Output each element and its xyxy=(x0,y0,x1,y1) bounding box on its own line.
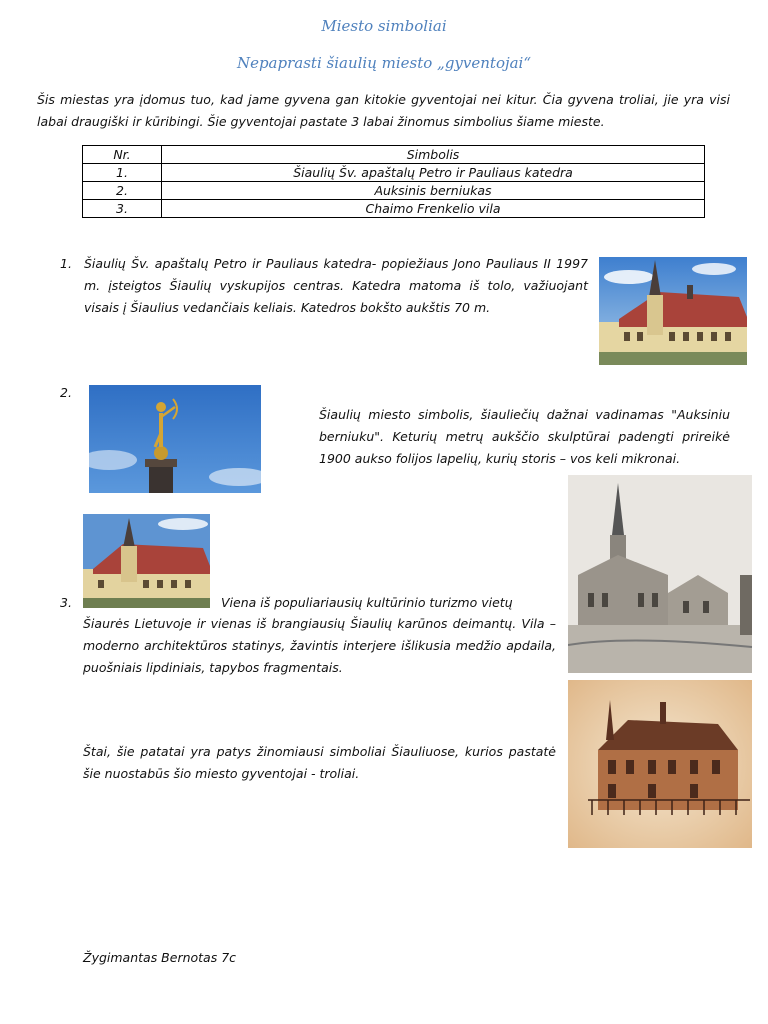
table-row xyxy=(83,182,705,200)
section-text: Šiaulių Šv. apaštalų Petro ir Pauliaus katedra- popiežiaus Jono Pauliaus II 1997 m. įsteigtos Šiaulių vyskupijos centras. Katedra matoma iš tolo, važiuojant visais į Šiaulius vedančiais keliais. Katedros bokšto aukštis 70 m. xyxy=(84,256,588,315)
table-row xyxy=(83,164,705,182)
golden-boy-statue-photo xyxy=(89,385,261,493)
symbols-table xyxy=(82,145,705,218)
section-number: 3. xyxy=(60,595,72,610)
section-number: 2. xyxy=(60,385,72,400)
table-row xyxy=(83,200,705,218)
villa-photo-color xyxy=(599,257,747,365)
table-header-cell: Simbolis xyxy=(162,146,705,164)
section-number: 1. xyxy=(60,256,72,271)
author-signature: Žygimantas Bernotas 7c xyxy=(83,950,237,965)
page-title: Miesto simboliai xyxy=(321,17,447,35)
section-text: Šiaurės Lietuvoje ir vienas iš brangiausių Šiaulių karūnos deimantų. Vila – moderno architektūros statinys, žavintis interjere išlikusia medžio apdaila, puošniais lipdiniais, tapybos fragmentais. xyxy=(83,616,556,675)
table-header-row xyxy=(83,146,705,164)
table-cell: Šiaulių Šv. apaštalų Petro ir Pauliaus katedra xyxy=(162,164,705,182)
table-cell: Auksinis berniukas xyxy=(162,182,705,200)
villa-sepia-drawing xyxy=(568,680,752,848)
intro-paragraph: Šis miestas yra įdomus tuo, kad jame gyvena gan kitokie gyventojai nei kitur. Čia gyvena troliai, jie yra visi labai draugiški ir kūribingi. Šie gyventojai pastate 3 labai žinomus simbolius šiame mieste. xyxy=(37,92,730,129)
table-cell: 1. xyxy=(83,164,162,182)
table-header-cell: Nr. xyxy=(83,146,162,164)
table-cell: 3. xyxy=(83,200,162,218)
section-text: Viena iš populiariausių kultūrinio turizmo vietų xyxy=(221,595,513,610)
villa-photo-small xyxy=(83,514,210,608)
table-cell: Chaimo Frenkelio vila xyxy=(162,200,705,218)
page-subtitle: Nepaprasti šiaulių miesto „gyventojai“ xyxy=(236,54,532,72)
cathedral-drawing xyxy=(568,475,752,673)
conclusion-paragraph: Štai, šie patatai yra patys žinomiausi simboliai Šiauliuose, kurios pastatė šie nuostabūs šio miesto gyventojai - troliai. xyxy=(83,744,556,781)
section-text: Šiaulių miesto simbolis, šiauliečių dažnai vadinamas "Auksiniu berniuku". Keturių metrų aukščio skulptūrai padengti prireikė 1900 aukso folijos lapelių, kurių storis – vos keli mikronai. xyxy=(319,407,730,466)
table-cell: 2. xyxy=(83,182,162,200)
